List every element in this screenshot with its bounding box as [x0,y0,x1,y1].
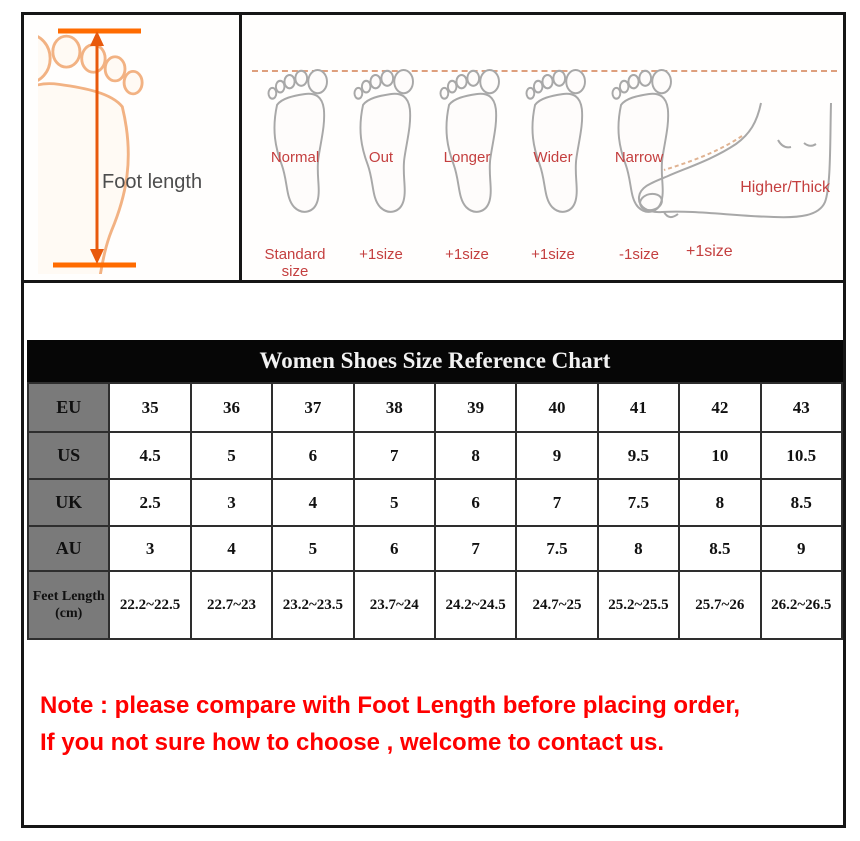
table-cell: 43 [761,383,842,432]
table-cell: 7 [354,432,435,479]
table-cell: 10 [679,432,760,479]
table-cell: 23.2~23.5 [272,571,353,639]
table-row [28,432,842,479]
footprint-icon [428,65,506,223]
row-label: UK [28,479,109,526]
table-cell: 25.7~26 [679,571,760,639]
table-cell: 22.2~22.5 [109,571,190,639]
row-label: Feet Length (cm) [28,571,109,639]
top-section [24,15,843,283]
foot-size-advice: +1size [686,243,733,260]
table-cell: 24.2~24.5 [435,571,516,639]
foot-length-label: Foot length [102,171,203,193]
foot-type-longer [426,65,508,280]
table-cell: 39 [435,383,516,432]
size-table-section [27,340,843,640]
table-cell: 24.7~25 [516,571,597,639]
table-cell: 23.7~24 [354,571,435,639]
table-cell: 5 [191,432,272,479]
table-cell: 4 [191,526,272,571]
side-foot-icon [634,100,834,230]
table-cell: 4.5 [109,432,190,479]
table-row [28,571,842,639]
foot-type-higher-thick [634,75,834,275]
footprint-icon [342,65,420,223]
foot-size-advice: -1size [618,246,659,263]
row-label: US [28,432,109,479]
table-cell: 8.5 [761,479,842,526]
foot-size-advice: +1size [531,246,575,263]
table-cell: 5 [272,526,353,571]
size-reference-table [27,382,843,640]
table-cell: 6 [354,526,435,571]
table-cell: 7.5 [598,479,679,526]
table-cell: 26.2~26.5 [761,571,842,639]
table-cell: 42 [679,383,760,432]
table-row [28,479,842,526]
table-cell: 35 [109,383,190,432]
table-cell: 9 [516,432,597,479]
table-cell: 7 [435,526,516,571]
table-cell: 38 [354,383,435,432]
row-label: EU [28,383,109,432]
table-cell: 6 [435,479,516,526]
foot-type-wider [512,65,594,280]
foot-type-name: Wider [533,149,573,166]
foot-type-name: Normal [270,149,320,166]
table-cell: 9.5 [598,432,679,479]
table-cell: 8 [598,526,679,571]
table-cell: 3 [109,526,190,571]
note-line-1: Note : please compare with Foot Length before placing order, [40,692,741,719]
table-cell: 8.5 [679,526,760,571]
order-note [40,687,740,761]
table-cell: 4 [272,479,353,526]
table-cell: 41 [598,383,679,432]
table-cell: 36 [191,383,272,432]
table-cell: 10.5 [761,432,842,479]
foot-type-name: Out [368,149,394,166]
fit-guide-panel [242,15,843,280]
foot-length-diagram-icon [38,22,178,274]
table-row [28,383,842,432]
table-cell: 25.2~25.5 [598,571,679,639]
table-row [28,526,842,571]
foot-type-name: Higher/Thick [740,179,830,196]
table-cell: 8 [679,479,760,526]
table-cell: 2.5 [109,479,190,526]
note-line-2: If you not sure how to choose , welcome to contact us. [40,729,665,756]
table-cell: 7.5 [516,526,597,571]
foot-size-advice: +1size [359,246,403,263]
table-cell: 37 [272,383,353,432]
size-table-body [28,383,842,639]
outer-frame [21,12,846,828]
footprint-icon [514,65,592,223]
table-cell: 8 [435,432,516,479]
footprint-icon [256,65,334,223]
table-cell: 9 [761,526,842,571]
foot-type-name: Narrow [614,149,664,166]
table-cell: 3 [191,479,272,526]
table-cell: 6 [272,432,353,479]
table-cell: 7 [516,479,597,526]
table-cell: 5 [354,479,435,526]
fit-guide-feet-row [254,65,680,280]
table-cell: 40 [516,383,597,432]
foot-size-advice: Standard size [264,246,326,280]
foot-type-normal [254,65,336,280]
table-cell: 22.7~23 [191,571,272,639]
foot-size-advice: +1size [445,246,489,263]
foot-length-panel [24,15,242,280]
foot-type-name: Longer [443,149,491,166]
size-table-title: Women Shoes Size Reference Chart [27,340,843,382]
row-label: AU [28,526,109,571]
foot-type-out [340,65,422,280]
